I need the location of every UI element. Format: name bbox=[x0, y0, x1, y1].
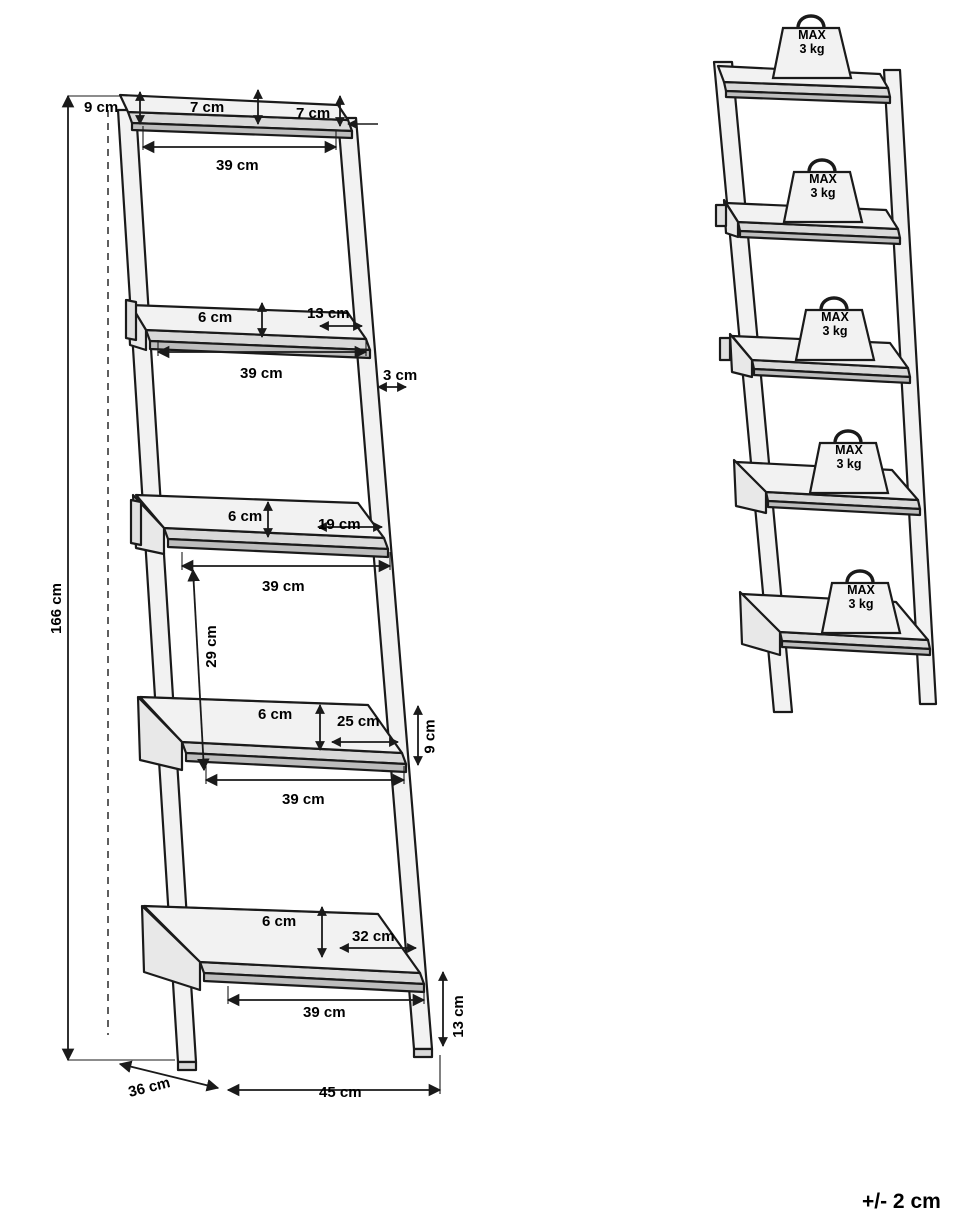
max-text-5: MAX bbox=[847, 583, 875, 597]
max-load-label-5 bbox=[822, 583, 900, 611]
dim-base-width: 45 cm bbox=[319, 1084, 362, 1101]
dim-shelf-width-3: 39 cm bbox=[262, 578, 305, 595]
max-text-4: MAX bbox=[835, 443, 863, 457]
max-value-3: 3 kg bbox=[822, 324, 848, 338]
max-text-1: MAX bbox=[798, 28, 826, 42]
dim-top-gap: 9 cm bbox=[84, 99, 119, 116]
max-load-label-4 bbox=[810, 443, 888, 471]
dim-shelf-height-4: 6 cm bbox=[258, 706, 293, 723]
dim-shelf-depth-4: 25 cm bbox=[337, 713, 380, 730]
dim-shelf-depth-2: 13 cm bbox=[307, 305, 350, 322]
max-value-5: 3 kg bbox=[848, 597, 874, 611]
max-text-3: MAX bbox=[821, 310, 849, 324]
dim-shelf-spacing: 29 cm bbox=[202, 625, 220, 668]
dim-bottom-offset: 13 cm bbox=[449, 995, 467, 1038]
dim-shelf-depth-5: 32 cm bbox=[352, 928, 395, 945]
dim-shelf-width-4: 39 cm bbox=[282, 791, 325, 808]
dim-top-shelf-depth: 7 cm bbox=[190, 99, 225, 116]
max-value-1: 3 kg bbox=[799, 42, 825, 56]
dim-shelf-width-2: 39 cm bbox=[240, 365, 283, 382]
dim-shelf-height-2: 6 cm bbox=[198, 309, 233, 326]
dim-total-height: 166 cm bbox=[47, 583, 65, 634]
max-value-2: 3 kg bbox=[810, 186, 836, 200]
dim-base-depth: 36 cm bbox=[126, 1074, 172, 1101]
dim-shelf-height-3: 6 cm bbox=[228, 508, 263, 525]
dim-side-offset: 9 cm bbox=[421, 719, 439, 754]
max-load-label-1 bbox=[773, 28, 851, 56]
max-value-4: 3 kg bbox=[836, 457, 862, 471]
dim-shelf-depth-3: 19 cm bbox=[318, 516, 361, 533]
max-load-label-3 bbox=[796, 310, 874, 338]
max-text-2: MAX bbox=[809, 172, 837, 186]
dim-top-rail-width: 7 cm bbox=[296, 105, 331, 122]
max-load-label-2 bbox=[784, 172, 862, 200]
dim-shelf-width-1: 39 cm bbox=[216, 157, 259, 174]
tolerance-note: +/- 2 cm bbox=[862, 1190, 941, 1213]
dim-shelf-width-5: 39 cm bbox=[303, 1004, 346, 1021]
dim-shelf-height-5: 6 cm bbox=[262, 913, 297, 930]
dim-frame-thickness: 3 cm bbox=[383, 367, 418, 384]
